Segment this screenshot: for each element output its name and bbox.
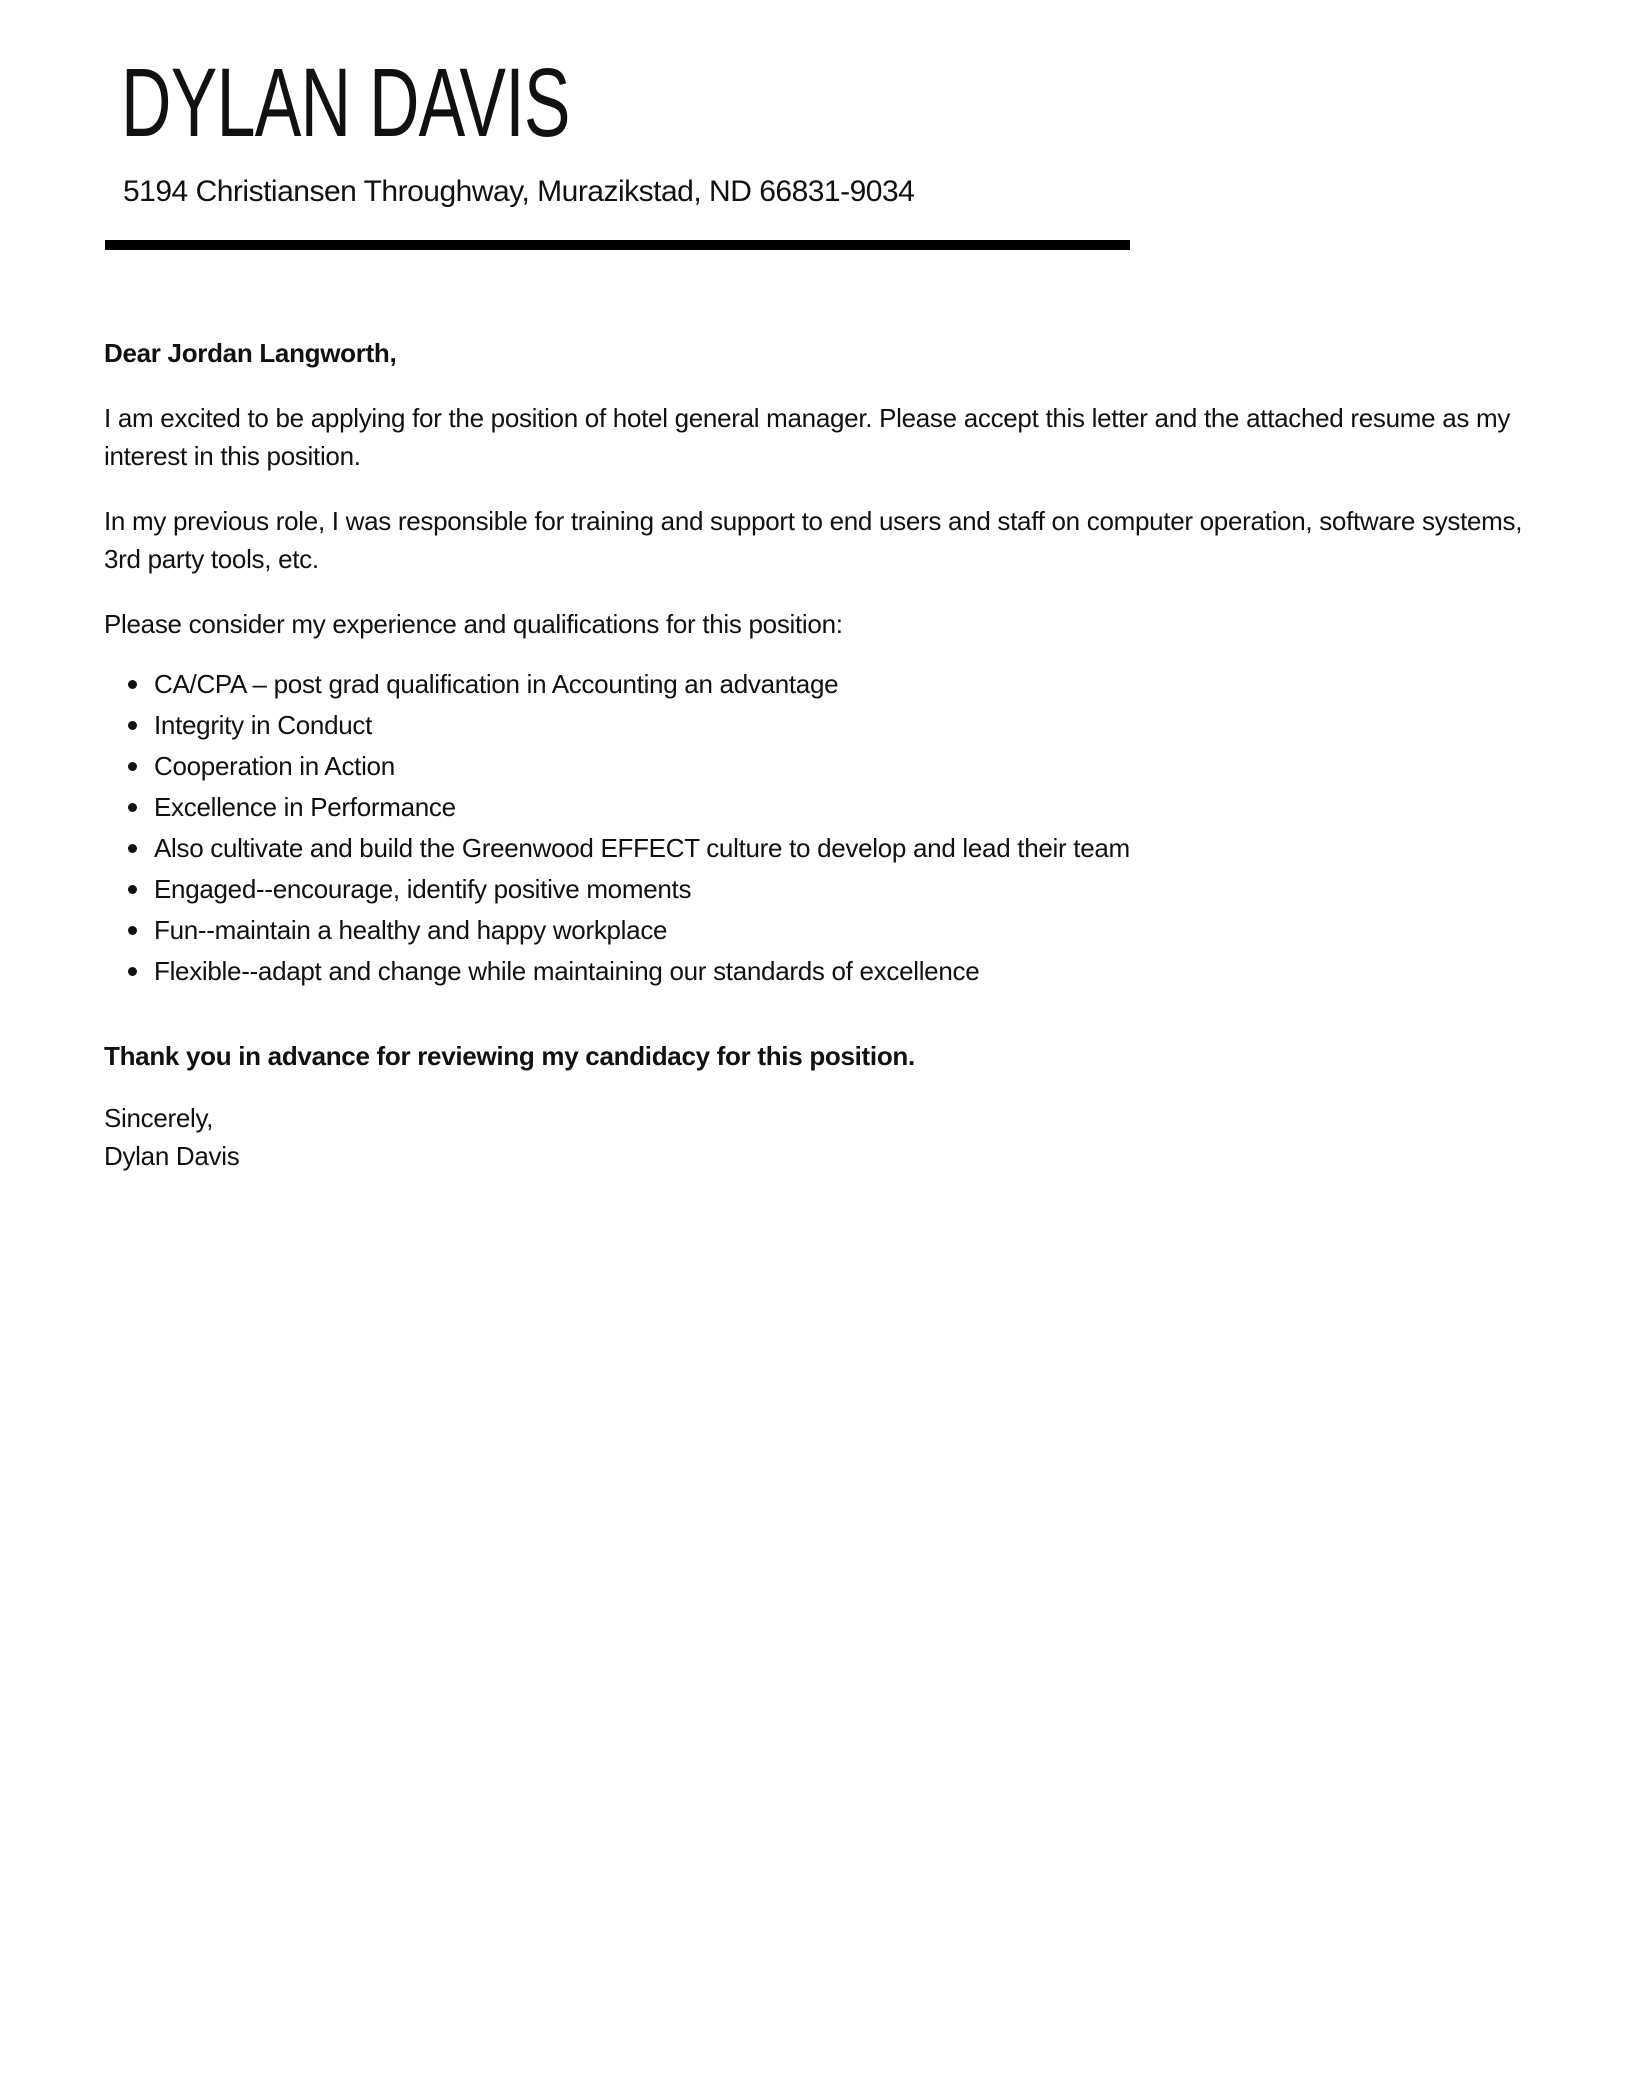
paragraph-consider: Please consider my experience and qualifications for this position: [104, 608, 843, 639]
signature-name: Dylan Davis [104, 1140, 240, 1171]
qualification-item: Cooperation in Action [154, 746, 1530, 787]
applicant-name [121, 48, 1530, 157]
qualification-item: CA/CPA – post grad qualification in Accounting an advantage [154, 664, 1530, 705]
signoff: Sincerely, [104, 1102, 214, 1133]
applicant-address: 5194 Christiansen Throughway, Murazikstad, ND 66831-9034 [123, 174, 915, 208]
paragraph-previous-role: In my previous role, I was responsible for training and support to end users and staff on computer operation, software systems, 3rd party tools, etc. [104, 505, 1523, 574]
qualification-item: Excellence in Performance [154, 787, 1530, 828]
qualification-item: Also cultivate and build the Greenwood EFFECT culture to develop and lead their team [154, 828, 1530, 869]
applicant-name-text: DYLAN DAVIS [121, 48, 570, 157]
qualification-item: Integrity in Conduct [154, 705, 1530, 746]
salutation: Dear Jordan Langworth, [104, 337, 397, 368]
paragraph-intro: I am excited to be applying for the position of hotel general manager. Please accept this letter and the attached resume as my interest in this position. [104, 402, 1511, 471]
letter-body [104, 334, 1530, 1175]
qualification-item: Engaged--encourage, identify positive moments [154, 869, 1530, 910]
signoff-block [104, 1099, 1530, 1175]
qualifications-list [104, 664, 1530, 992]
closing-line: Thank you in advance for reviewing my candidacy for this position. [104, 1040, 915, 1071]
header-divider [105, 240, 1130, 250]
qualification-item: Flexible--adapt and change while maintaining our standards of excellence [154, 951, 1530, 992]
qualification-item: Fun--maintain a healthy and happy workplace [154, 910, 1530, 951]
